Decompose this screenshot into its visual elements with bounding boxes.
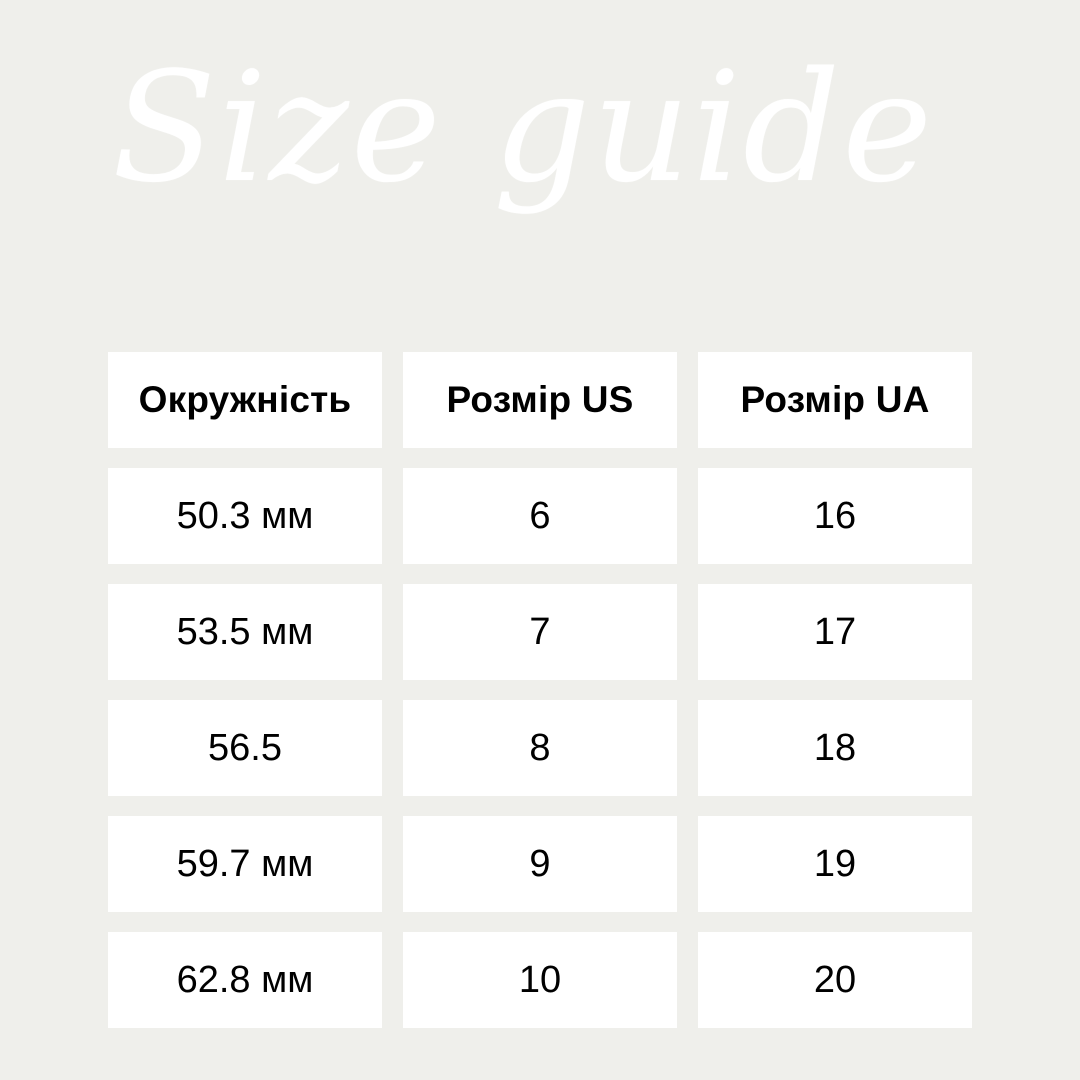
header-size-ua: Розмір UA — [698, 352, 972, 448]
header-circumference: Окружність — [108, 352, 382, 448]
table-cell-size-ua: 20 — [698, 932, 972, 1028]
table-cell-circumference: 50.3 мм — [108, 468, 382, 564]
table-cell-size-us: 8 — [403, 700, 677, 796]
page-title: Size guide — [112, 39, 935, 216]
table-cell-size-ua: 19 — [698, 816, 972, 912]
table-cell-size-us: 9 — [403, 816, 677, 912]
table-cell-circumference: 56.5 — [108, 700, 382, 796]
table-cell-size-ua: 17 — [698, 584, 972, 680]
header-size-us: Розмір US — [403, 352, 677, 448]
table-cell-circumference: 59.7 мм — [108, 816, 382, 912]
table-cell-size-ua: 16 — [698, 468, 972, 564]
table-cell-circumference: 62.8 мм — [108, 932, 382, 1028]
table-cell-size-us: 10 — [403, 932, 677, 1028]
table-cell-circumference: 53.5 мм — [108, 584, 382, 680]
size-table — [108, 352, 972, 1028]
table-cell-size-us: 7 — [403, 584, 677, 680]
table-cell-size-ua: 18 — [698, 700, 972, 796]
table-cell-size-us: 6 — [403, 468, 677, 564]
